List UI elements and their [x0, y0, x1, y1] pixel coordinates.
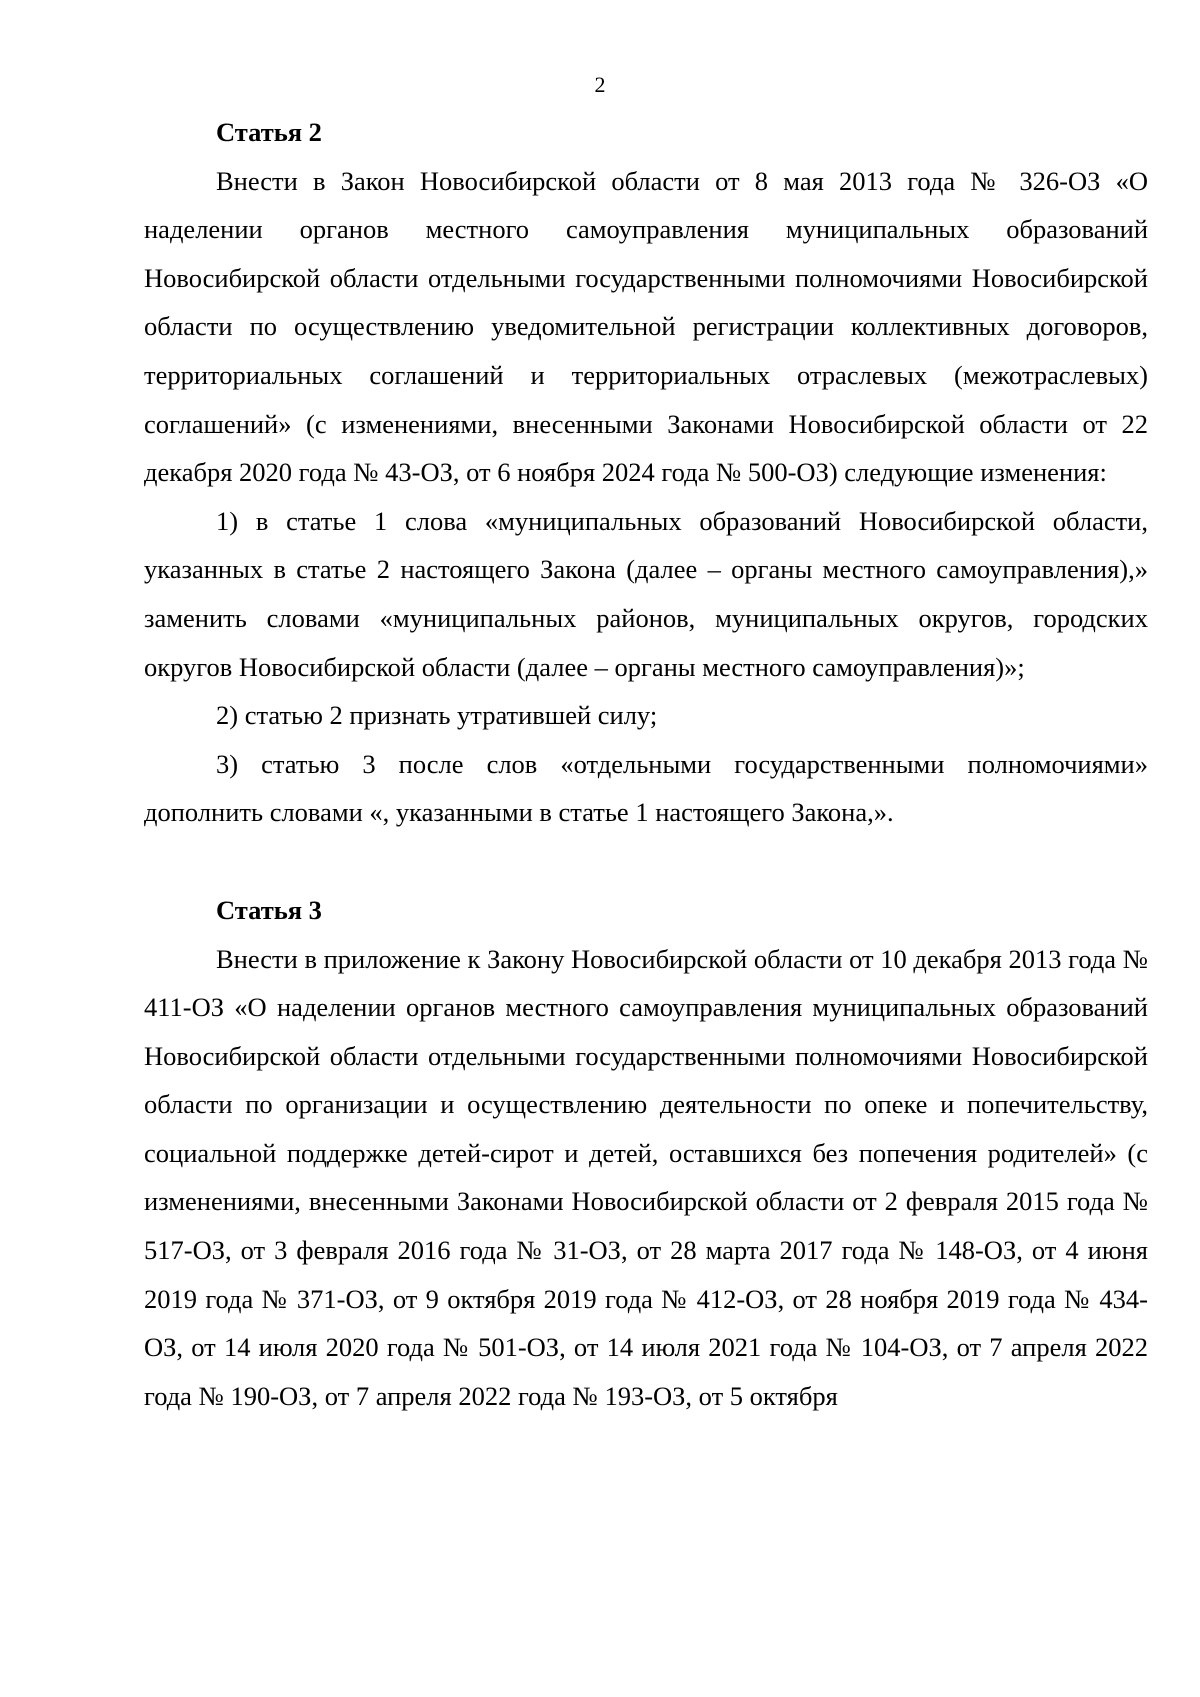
article-2-intro: Внести в Закон Новосибирской области от 8 мая 2013 года № 326-ОЗ «О наделении органов местного самоуправления муниципальных образований Новосибирской области отдельными государственными полномочиями Новосибирской области по осуществлению уведомительной регистрации коллективных договоров, территориальных соглашений и территориальных отраслевых (межотраслевых) соглашений» (с изменениями, внесенными Законами Новосибирской области от 22 декабря 2020 года № 43-ОЗ, от 6 ноября 2024 года № 500-ОЗ) следующие изменения:: [144, 165, 1148, 488]
section-spacer: [144, 837, 1148, 886]
article-2-item-2: 2) статью 2 признать утратившей силу;: [216, 700, 658, 731]
article-3-intro: Внести в приложение к Закону Новосибирской области от 10 декабря 2013 года № 411-ОЗ «О наделении органов местного самоуправления муниципальных образований Новосибирской области отдельными государственными полномочиями Новосибирской области по организации и осуществлению деятельности по опеке и попечительству, социальной поддержке детей-сирот и детей, оставшихся без попечения родителей» (с изменениями, внесенными Законами Новосибирской области от 2 февраля 2015 года № 517-ОЗ, от 3 февраля 2016 года № 31-ОЗ, от 28 марта 2017 года № 148-ОЗ, от 4 июня 2019 года № 371-ОЗ, от 9 октября 2019 года № 412-ОЗ, от 28 ноября 2019 года № 434-ОЗ, от 14 июля 2020 года № 501-ОЗ, от 14 июля 2021 года № 104-ОЗ, от 7 апреля 2022 года № 190-ОЗ, от 7 апреля 2022 года № 193-ОЗ, от 5 октября: [144, 943, 1148, 1411]
article-2-heading: Статья 2: [216, 117, 322, 147]
document-body: [144, 108, 1148, 1420]
article-3-heading: Статья 3: [216, 894, 322, 925]
page-number: 2: [594, 72, 606, 97]
article-2-item-3: 3) статью 3 после слов «отдельными государственными полномочиями» дополнить словами «, указанными в статье 1 настоящего Закона,».: [144, 748, 1148, 828]
article-2-item-1: 1) в статье 1 слова «муниципальных образований Новосибирской области, указанных в статье 2 настоящего Закона (далее – органы местного самоуправления),» заменить словами «муниципальных районов, муниципальных округов, городских округов Новосибирской области (далее – органы местного самоуправления)»;: [144, 505, 1148, 682]
